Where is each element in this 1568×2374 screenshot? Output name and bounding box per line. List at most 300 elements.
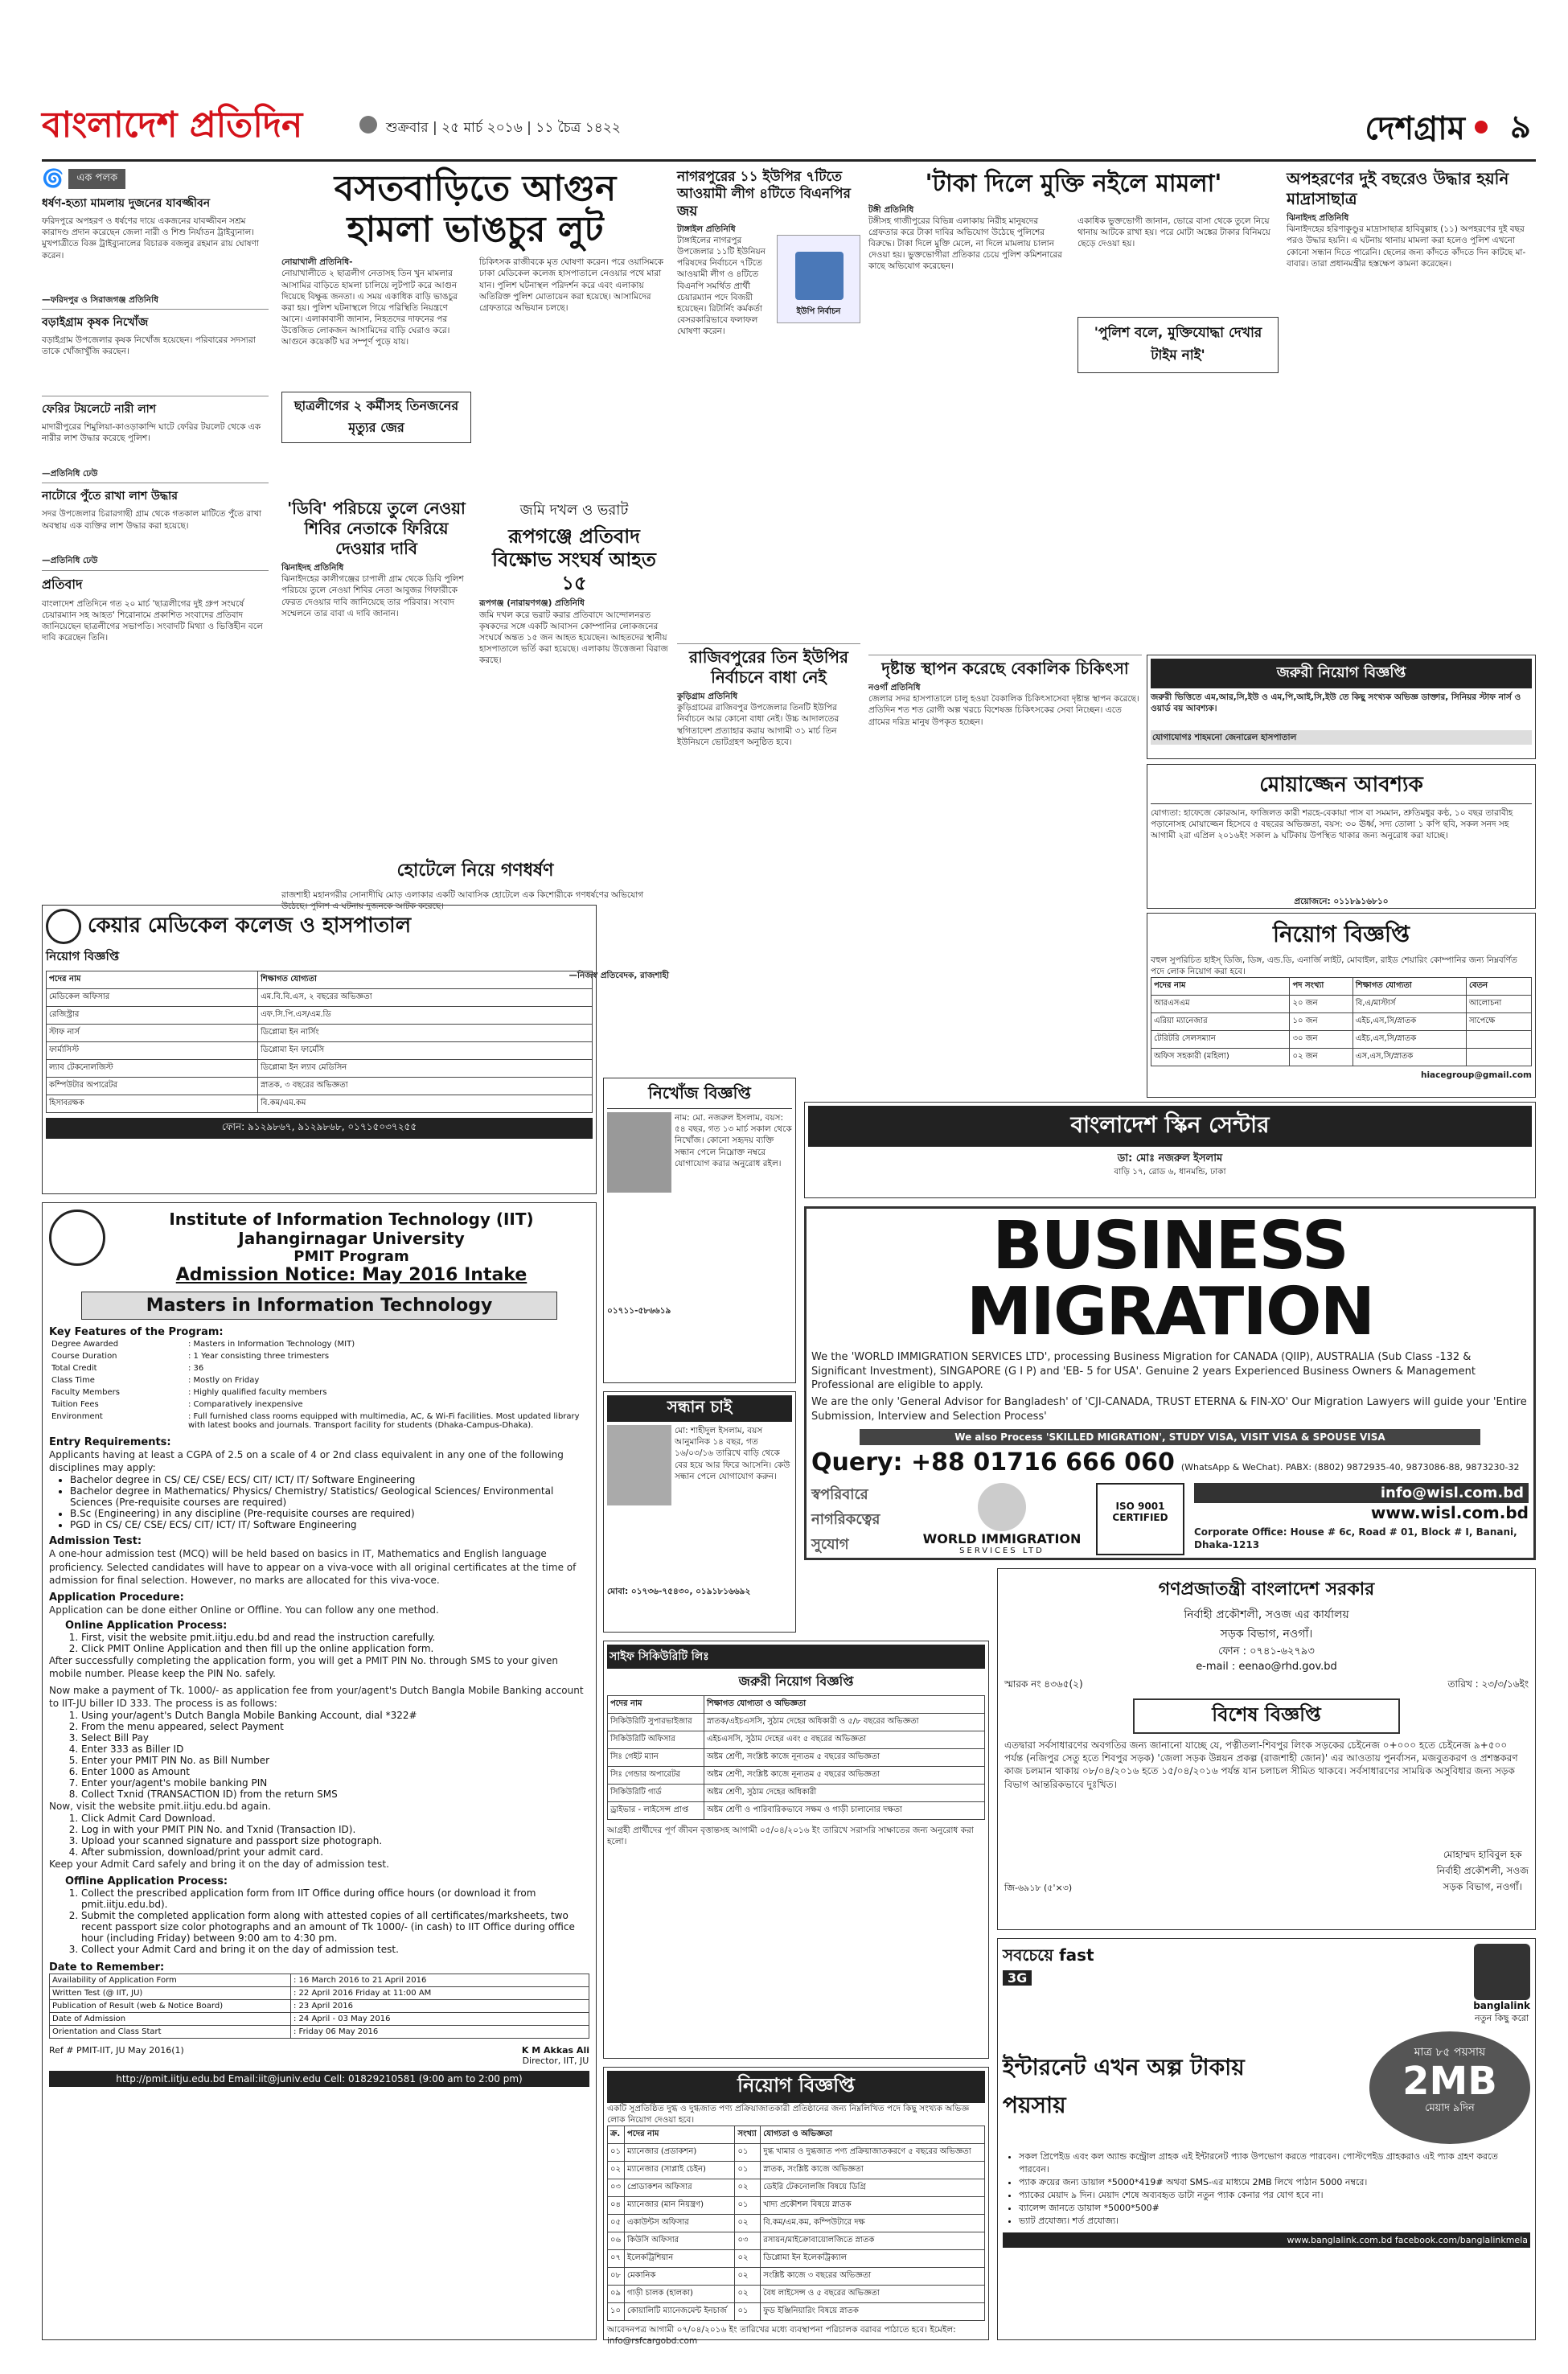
table-row [49, 1411, 589, 1431]
table-row [608, 2162, 985, 2179]
wanted-person-photo [607, 1425, 671, 1505]
ad-body: জরুরী ভিত্তিতে এম,আর,সি,ইউ ও এম,পি,আই,সি,ইউ তে কিছু সংখ্যক অভিজ্ঞ ডাক্তার, সিনিয়র স্টাফ নার্স ও ওয়ার্ড বয় আবশ্যক। [1151, 692, 1521, 714]
table-row [50, 2000, 589, 2013]
ad-slogan: স্বপরিবারে নাগরিকত্বের সুযোগ [811, 1486, 880, 1553]
list-item: • PGD in CS/ CE/ CSE/ ECS/ CIT/ ICT/ IT/ Software Engineering [70, 1519, 589, 1530]
ad-address: বাড়ি ১৭, রোড ৬, ধানমন্ডি, ঢাকা [1114, 1166, 1226, 1177]
table-row [608, 2215, 985, 2232]
cell: বি,এ/মাস্টার্স [1353, 996, 1466, 1013]
table-row [47, 1042, 593, 1060]
ad-intro: একটি সুপ্রতিষ্ঠিত দুগ্ধ ও দুগ্ধজাত পণ্য প্রক্রিয়াজাতকারী প্রতিষ্ঠানের জন্য নিম্নলিখিত পদে কিছু সংখ্যক অভিজ্ঞ লোক নিয়োগ দেওয়া হবে। [607, 2104, 970, 2126]
ad-body: We the 'WORLD IMMIGRATION SERVICES LTD', processing Business Migration for CANADA (QIIP), AUSTRALIA (Sub Class -132 & Significant Investment), SINGAPORE (G I P) and 'EB- 5 for USA'. Genuine 2 years Experienced Business Owners & Management Professional are eligible to apply. [811, 1351, 1476, 1392]
lead-box-headline: ছাত্রলীগের ২ কর্মীসহ তিনজনের মৃত্যুর জের [281, 392, 471, 443]
ad-footer: ফোন: ৯১২৯৮৬৭, ৯১২৯৮৬৮, ০১৭১৫০৩৭২৫৫ [46, 1118, 593, 1139]
ad-title: নিখোঁজ বিজ্ঞপ্তি [607, 1082, 792, 1109]
cell: Total Credit [51, 1364, 97, 1373]
govt-notice-title: বিশেষ বিজ্ঞপ্তি [1133, 1698, 1400, 1734]
govt-sign-name: মোহাম্মদ হাবিবুল হক [1443, 1849, 1522, 1860]
cell: ০৪ [608, 2197, 625, 2215]
cell: Orientation and Class Start [50, 2026, 291, 2039]
ad-footer: আবেদনপত্র আগামী ০৭/০৪/২০১৬ ইং তারিখের মধ্যে ব্যবস্থাপনা পরিচালক বরাবর পাঠাতে হবে। ইমেইল: info@rsfcargobd.com [607, 2325, 956, 2347]
ad-tagline: নতুন কিছু করো [1474, 2013, 1529, 2023]
mid-story [479, 499, 669, 852]
list-item: 6. Enter 1000 as Amount [81, 1766, 589, 1777]
cell: গাড়ী চালক (হালকা) [625, 2286, 735, 2303]
cell: ০২ [735, 2286, 761, 2303]
table-row [50, 1974, 589, 1987]
cell: ১০ [608, 2303, 625, 2321]
list-item: 2. From the menu appeared, select Payment [81, 1721, 589, 1732]
ad-title: BUSINESS MIGRATION [966, 1208, 1374, 1350]
lead-story [281, 169, 669, 491]
ad-doctor: ডা: মোঃ নজরুল ইসলাম [1117, 1152, 1223, 1164]
cell: অফিস সহকারী (মহিলা) [1151, 1049, 1290, 1066]
cell: আরএসএম [1151, 996, 1290, 1013]
lead-headline-2: হামলা ভাঙচুর লুট [347, 208, 604, 250]
news-byline: কুড়িগ্রাম প্রতিনিধি [677, 692, 738, 701]
ad-website[interactable]: www.wisl.com.bd [1370, 1503, 1529, 1522]
cell: ০৬ [608, 2232, 625, 2250]
cell: ৩০ জন [1290, 1031, 1353, 1049]
news-headline: দৃষ্টান্ত স্থাপন করেছে বেকালিক চিকিৎসা [881, 659, 1129, 678]
cell: মেডিকেল অফিসার [47, 989, 258, 1007]
table-row [608, 1714, 985, 1731]
cell: ম্যানেজার (মান নিয়ন্ত্রণ) [625, 2197, 735, 2215]
table-row [49, 1362, 589, 1374]
table-row [1151, 1031, 1532, 1049]
table-row [608, 2250, 985, 2268]
section-heading: Entry Requirements: [49, 1436, 171, 1448]
cell: ০৮ [608, 2268, 625, 2286]
cell: অষ্টম শ্রেণী, সংশ্লিষ্ট কাজে নূন্যতম ৫ বছরের অভিজ্ঞতা [704, 1767, 985, 1785]
ad-logo-text: WORLD IMMIGRATION [922, 1531, 1082, 1546]
cell: Date of Admission [50, 2013, 291, 2026]
table-row [608, 2232, 985, 2250]
ad-dairy-recruitment [603, 2067, 989, 2347]
ad-table [607, 2126, 985, 2321]
news-headline: অপহরণের দুই বছরেও উদ্ধার হয়নি মাদ্রাসাছাত্র [1287, 169, 1509, 208]
iit-university: Jahangirnagar University [238, 1229, 465, 1248]
table-header-row [1151, 978, 1532, 996]
column-one [42, 169, 269, 901]
news-headline: বড়াইগ্রাম কৃষক নিখোঁজ [42, 316, 149, 330]
cell: আলোচনা [1466, 996, 1531, 1013]
section-dot-icon [1475, 121, 1488, 133]
cell: স্নাতক, ৩ বছরের অভিজ্ঞতা [258, 1078, 593, 1095]
govt-body: এতদ্বারা সর্বসাধারণের অবগতির জন্য জানানো যাচ্ছে যে, পত্নীতলা-শিবপুর লিংক সড়কের চেইনেজ ০+০০০ হতে চেইনেজ ৯+৫০০ পর্যন্ত (নজিপুর সেতু হতে শিবপুর সড়ক) 'জেলা সড়ক উন্নয়ন প্রকল্প (রাজশাহী জোন)' এর আওতায় পুনর্বাসন, মজবুতকরণ ও প্রশস্তকরণ কাজ চলমান থাকায় ০৮/০৪/২০১৬ হতে ১৫/০৪/২০১৬ পর্যন্ত যান চলাচল সীমিত থাকবে। সর্বসাধারণের সাময়িক অসুবিধার জন্য সড়ক বিভাগ আন্তরিকভাবে দুঃখিত। [1004, 1739, 1518, 1790]
cell: ০৩ [608, 2179, 625, 2197]
masthead-rule [42, 159, 1536, 162]
column-three [677, 169, 860, 643]
ad-headline: ইন্টারনেট এখন অল্প টাকায় পয়সায় [1003, 2054, 1245, 2118]
ad-footer: যোগাযোগঃ শাহমনো জেনারেল হাসপাতাল [1151, 730, 1532, 745]
ad-body: We are the only 'General Advisor for Bangladesh' of 'CJI-CANADA, TRUST ETERNA & FIN-XO' Our Migration Lawyers will guide your 'Entire Submission, Interview and Selection Process' [811, 1396, 1527, 1423]
cell: : 16 March 2016 to 21 April 2016 [291, 1974, 589, 1987]
cell: এরিয়া ম্যানেজার [1151, 1013, 1290, 1031]
cell: বি.কম/এম.কম [258, 1095, 593, 1113]
cell: : 24 April - 03 May 2016 [291, 2013, 589, 2026]
list-item: • ভ্যাট প্রযোজ্য। শর্ত প্রযোজ্য। [1019, 2215, 1530, 2228]
page-number: ৯ [1510, 109, 1531, 146]
ad-table [1151, 977, 1532, 1066]
iso-badge: ISO 9001 CERTIFIED [1096, 1483, 1184, 1555]
table-row [47, 1025, 593, 1042]
list-item: 3. Collect your Admit Card and bring it on the day of admission test. [81, 1944, 589, 1955]
ad-3g: 3G [1003, 1970, 1032, 1986]
lead-body: নোয়াখালীতে ২ ছাত্রলীগ নেতাসহ তিন খুন মামলার আসামির বাড়িতে হামলা চালিয়ে লুটপাট করে আগুন দিয়েছে বিক্ষুব্ধ জনতা। এ সময় একাধিক বাড়ি ভাঙচুর করা হয়। পুলিশ ঘটনাস্থলে গিয়ে পরিস্থিতি নিয়ন্ত্রণে আনে। এলাকাবাসী জানান, নিহতদের দাফনের পর উত্তেজিত লোকজন আসামিদের বাড়ি ঘেরাও করে। আগুনে কয়েকটি ঘর সম্পূর্ণ পুড়ে যায়। [281, 269, 458, 347]
cell: ২০ জন [1290, 996, 1353, 1013]
govt-title: গণপ্রজাতন্ত্রী বাংলাদেশ সরকার [1158, 1579, 1375, 1600]
cell: Written Test (@ IIT, JU) [50, 1987, 291, 2000]
ad-phone: ০১৭১১-৫৮৬৬১৯ [607, 1306, 671, 1316]
column-five [1287, 169, 1536, 651]
ad-title: কেয়ার মেডিকেল কলেজ ও হাসপাতাল [88, 914, 412, 938]
govt-code: জি-৬৯১৮ (৫'×৩) [1004, 1883, 1073, 1893]
table-row [1151, 1013, 1532, 1031]
cell: ডিপ্লোমা ইন ল্যাব মেডিসিন [258, 1060, 593, 1078]
news-byline: নওগাঁ প্রতিনিধি [868, 683, 921, 692]
cell: : 36 [188, 1364, 204, 1373]
cell [1466, 1049, 1531, 1066]
cell: : Comparatively inexpensive [188, 1400, 303, 1409]
list-item: 1. Using your/agent's Dutch Bangla Mobile Banking Account, dial *322# [81, 1710, 589, 1721]
cell: অষ্টম শ্রেণী, সুঠাম দেহের অধিকারী [704, 1785, 985, 1802]
cell: ডিপ্লোমা ইন নার্সিং [258, 1025, 593, 1042]
table-row [608, 2268, 985, 2286]
news-headline: নাগরপুরের ১১ ইউপির ৭টিতে আওয়ামী লীগ ৪টিতে বিএনপির জয় [677, 169, 851, 220]
col-header: পদের নাম [47, 971, 258, 989]
cell: Course Duration [51, 1352, 117, 1361]
cell: ০১ [735, 2197, 761, 2215]
ballot-box-icon [795, 252, 844, 300]
ballot-box-image [777, 235, 860, 323]
news-headline: 'টাকা দিলে মুক্তি নইলে মামলা' [925, 170, 1222, 198]
news-headline: প্রতিবাদ [42, 576, 83, 592]
missing-person-photo [607, 1112, 671, 1193]
list-item: • প্যাকের মেয়াদ ৯ দিন। মেয়াদ শেষে অব্যবহৃত ডাটা নতুন প্যাক কেনার পর যোগ হবে না। [1019, 2189, 1530, 2202]
section-title: দেশগ্রাম [1365, 109, 1465, 147]
lead-byline: নোয়াখালী প্রতিনিধি- [281, 257, 353, 268]
govt-phone: ফোন : ০৭৪১-৬২৭৯৩ [1218, 1645, 1315, 1657]
table-row [608, 2197, 985, 2215]
ad-title: সন্ধান চাই [607, 1395, 792, 1422]
list-item: 2. Click PMIT Online Application and then fill up the online application form. [81, 1643, 589, 1654]
cell: সিকিউরিটি সুপারভাইজার [608, 1714, 704, 1731]
section-body: Now, visit the website pmit.iitju.edu.bd again. [49, 1800, 271, 1812]
cell: ০২ জন [1290, 1049, 1353, 1066]
cell: : Highly qualified faculty members [188, 1388, 327, 1397]
sub-headline: 'ডিবি' পরিচয়ে তুলে নেওয়া শিবির নেতাকে ফিরিয়ে দেওয়ার দাবি [287, 499, 466, 558]
ad-sales-recruitment [1147, 913, 1536, 1098]
sub-headline: হোটেলে নিয়ে গণধর্ষণ [396, 860, 554, 881]
cell: প্রোডাকশন অফিসার [625, 2179, 735, 2197]
cell: ০৯ [608, 2286, 625, 2303]
list-item: • B.Sc (Engineering) in any discipline (Pre-requisite courses are required) [70, 1508, 589, 1519]
news-byline: —ফরিদপুর ও সিরাজগঞ্জ প্রতিনিধি [42, 295, 158, 305]
cell: মেকানিক [625, 2268, 735, 2286]
column-four-lower [868, 655, 1142, 960]
masthead-dot-icon [359, 116, 377, 133]
cell: ল্যাব টেকনোলজিস্ট [47, 1060, 258, 1078]
cell: কিউসি অফিসার [625, 2232, 735, 2250]
list-item: • ব্যালেন্স জানতে ডায়াল *5000*500# [1019, 2202, 1530, 2215]
ad-pabx: (WhatsApp & WeChat). PABX: (8802) 9872935-40, 9873086-88, 9873230-32 [1180, 1462, 1520, 1472]
cell: : Friday 06 May 2016 [291, 2026, 589, 2039]
cell: স্টাফ নার্স [47, 1025, 258, 1042]
table-row [608, 2303, 985, 2321]
cell: ডেইরি টেকনোলজি বিষয়ে ডিগ্রি [761, 2179, 985, 2197]
ad-muezzin-wanted [1147, 764, 1536, 909]
list-item: • Bachelor degree in CS/ CE/ CSE/ ECS/ CIT/ ICT/ IT/ Software Engineering [70, 1474, 589, 1485]
cell: একাউন্টস অফিসার [625, 2215, 735, 2232]
ad-title: মোয়াজ্জেন আবশ্যক [1151, 768, 1532, 804]
list-item: 7. Enter your/agent's mobile banking PIN [81, 1777, 589, 1789]
col-header: শিক্ষাগত যোগ্যতা ও অভিজ্ঞতা [704, 1696, 985, 1714]
news-body: টাঙ্গাইলের নাগরপুর উপজেলার ১১টি ইউনিয়ন পরিষদের নির্বাচনে ৭টিতে আওয়ামী লীগ ও ৪টিতে বিএনপি সমর্থিত প্রার্থী চেয়ারম্যান পদে বিজয়ী হয়েছেন। রিটার্নিং কর্মকর্তা বেসরকারিভাবে ফলাফল ঘোষণা করেন। [677, 235, 766, 337]
news-headline: রাজিবপুরের তিন ইউপির নির্বাচনে বাধা নেই [688, 647, 849, 687]
sub-body: ঝিনাইদহের কালীগঞ্জের চাপালী গ্রাম থেকে ডিবি পুলিশ পরিচয়ে তুলে নেওয়া শিবির নেতা আবুজর গিফারীকে ফেরত দেওয়ার দাবি জানিয়েছে তার পরিবার। সংবাদ সম্মেলনে তার বাবা এ দাবি জানান। [281, 574, 464, 618]
col-header: যোগ্যতা ও অভিজ্ঞতা [761, 2126, 985, 2144]
sub-byline: —নিজস্ব প্রতিবেদক, রাজশাহী [569, 971, 669, 980]
list-item: 4. Enter 333 as Biller ID [81, 1744, 589, 1755]
col-header: শিক্ষাগত যোগ্যতা [1353, 978, 1466, 996]
section-heading: Admission Test: [49, 1535, 142, 1548]
cell: ফুড ইঞ্জিনিয়ারিং বিষয়ে স্নাতক [761, 2303, 985, 2321]
cell: : Mostly on Friday [188, 1376, 260, 1385]
hospital-logo-icon [46, 909, 81, 944]
list-item: 1. First, visit the website pmit.iitju.edu.bd and read the instruction carefully. [81, 1632, 589, 1643]
banglalink-logo-icon [1474, 1944, 1530, 2000]
news-headline: ধর্ষণ-হত্যা মামলায় দুজনের যাবজ্জীবন [42, 197, 211, 210]
news-body: বাংলাদেশ প্রতিদিনে গত ২০ মার্চ 'ছাত্রলীগের দুই গ্রুপ সংঘর্ষে চেয়ারম্যান সহ আহত' শিরোনামে প্রকাশিত সংবাদের প্রতিবাদ জানিয়েছেন ছাত্রলীগের সভাপতি। সংবাদটি মিথ্যা ও ভিত্তিহীন বলে দাবি করেছেন তিনি। [42, 598, 263, 643]
cell: Environment [51, 1412, 103, 1421]
ad-phone: মোবা: ০১৭৩৬-৭৫৪৩০, ০১৯১৮১৬৬৯২ [607, 1587, 751, 1596]
lead-headline-1: বসতবাড়িতে আগুন [334, 168, 617, 209]
iit-program: PMIT Program [293, 1248, 409, 1265]
university-logo-icon [49, 1210, 105, 1266]
ad-urgent-recruitment [1147, 655, 1536, 759]
col-header: পদের নাম [608, 1696, 704, 1714]
news-body: বড়াইগ্রাম উপজেলার কৃষক নিখোঁজ হয়েছেন। পরিবারের সদস্যরা তাকে খোঁজাখুঁজি করছেন। [42, 335, 256, 357]
cell: Degree Awarded [51, 1340, 119, 1349]
table-row [1151, 996, 1532, 1013]
ad-query[interactable]: Query: +88 01716 666 060 [811, 1448, 1175, 1477]
cell: : 23 April 2016 [291, 2000, 589, 2013]
cell: : Full furnished class rooms equipped with multimedia, AC, & Wi-Fi facilities. Most updated library with latest books and journals. Transport facility for students (Dhaka-Campus-Dhaka). [188, 1412, 580, 1430]
cell: ডিপ্লোমা ইন ফার্মেসি [258, 1042, 593, 1060]
column-four [868, 169, 1279, 651]
ad-also: We also Process 'SKILLED MIGRATION', STUDY VISA, VISIT VISA & SPOUSE VISA [860, 1429, 1480, 1445]
table-row [608, 2144, 985, 2162]
news-body: সদর উপজেলার চিরারগাছী গ্রাম থেকে গতকাল মাটিতে পুঁতে রাখা অবস্থায় এক ব্যক্তির লাশ উদ্ধার করা হয়েছে। [42, 509, 262, 531]
pull-quote: 'পুলিশ বলে, মুক্তিযোদ্ধা দেখার টাইম নাই' [1077, 317, 1279, 373]
section-body: Application can be done either Online or Offline. You can follow any one method. [49, 1604, 439, 1616]
section-heading: Key Features of the Program: [49, 1326, 224, 1338]
list-item: 1. Click Admit Card Download. [81, 1813, 589, 1824]
cell: সিঃ গেন্ডার অপারেটর [608, 1767, 704, 1785]
section-body: Now make a payment of Tk. 1000/- as application fee from your/agent's Dutch Bangla Mobile Banking account to IIT-JU biller ID 333. The process is as follows: [49, 1684, 584, 1709]
list-item: 2. Log in with your PMIT PIN No. and Txnid (Transaction ID). [81, 1824, 589, 1835]
table-row [608, 2286, 985, 2303]
ad-email[interactable]: info@wisl.com.bd [1194, 1483, 1529, 1503]
news-headline: ফেরির টয়লেটে নারী লাশ [42, 403, 157, 417]
iit-sign-title: Director, IIT, JU [522, 2056, 589, 2067]
masthead [42, 90, 1536, 170]
iit-notice: Admission Notice: May 2016 Intake [175, 1265, 527, 1285]
col-header: পদ সংখ্যা [1290, 978, 1353, 996]
cell [1466, 1031, 1531, 1049]
news-byline: টাঙ্গাইল প্রতিনিধি [677, 224, 736, 234]
cell: : Masters in Information Technology (MIT) [188, 1340, 355, 1349]
cell: স্নাতক/এইচএসসি, সুঠাম দেহের অধিকারী ও ৫/৮ বছরের অভিজ্ঞতা [704, 1714, 985, 1731]
section-heading: Date to Remember: [49, 1961, 165, 1974]
cell: সংশ্লিষ্ট কাজে ৩ বছরের অভিজ্ঞতা [761, 2268, 985, 2286]
cell: ০২ [735, 2268, 761, 2286]
cell: দুগ্ধ খামার ও দুগ্ধজাত পণ্য প্রক্রিয়াজাতকরণে ৫ বছরের অভিজ্ঞতা [761, 2144, 985, 2162]
table-row [50, 2013, 589, 2026]
ad-validity: মেয়াদ ৯দিন [1425, 2102, 1475, 2114]
ad-body: নাম: মো. নজরুল ইসলাম, বয়স: ৫৪ বছর, গত ১৩ মার্চ সকাল থেকে নিখোঁজ। কোনো সহৃদয় ব্যক্তি সন্ধান পেলে নিম্নোক্ত নম্বরে যোগাযোগ করার অনুরোধ রইল। [675, 1113, 792, 1169]
table-row [608, 1731, 985, 1749]
cell: : 1 Year consisting three trimesters [188, 1352, 330, 1361]
table-row [47, 1060, 593, 1078]
cell: ০১ [735, 2162, 761, 2179]
table-row [608, 2179, 985, 2197]
table-row [608, 1749, 985, 1767]
list-item: 1. Collect the prescribed application form from IIT Office during office hours (or download it from pmit.iitju.edu.bd). [81, 1887, 589, 1910]
ad-intro: বহুল সুপরিচিত হাইস্ ডিজি, ডিঙ্গ, এন্ড.ডি, এনার্জি লাইট, মোবাইল, রাইড শেয়ারিং কোম্পানির জন্য নিম্নবর্ণিত পদে লোক নিয়োগ করা হবে। [1151, 955, 1517, 977]
col-header: ক্র. [608, 2126, 625, 2144]
list-item: • সকল প্রিপেইড এবং কল অ্যান্ড কন্ট্রোল গ্রাহক এই ইন্টারনেট প্যাক উপভোগ করতে পারবেন। পোস্টপেইড গ্রাহকরাও এই প্যাক গ্রহণ করতে পারবেন। [1019, 2150, 1530, 2176]
ad-title: নিয়োগ বিজ্ঞপ্তি [607, 2071, 985, 2103]
cell: খাদ্য প্রকৌশল বিষয়ে স্নাতক [761, 2197, 985, 2215]
govt-email: e-mail : eenao@rhd.gov.bd [1196, 1661, 1337, 1673]
news-body: ঝিনাইদহের হরিণাকুণ্ডুর মাদ্রাসাছাত্র হাবিবুল্লাহ (১১) অপহরণের দুই বছর পরও উদ্ধার হয়নি। এ ঘটনায় থানায় মামলা করা হলেও পুলিশ এখনো কোনো সন্ধান দিতে পারেনি। ছেলের জন্য কাঁদতে কাঁদতে দিন কাটছে মা-বাবার। তারা প্রধানমন্ত্রীর হস্তক্ষেপ কামনা করেছেন। [1287, 224, 1526, 269]
cell: সিকিউরিটি অফিসার [608, 1731, 704, 1749]
cell: ম্যানেজার (সাপ্লাই চেইন) [625, 2162, 735, 2179]
cell: ইলেকট্রিশিয়ান [625, 2250, 735, 2268]
ad-skin-center [804, 1102, 1536, 1198]
section-heading: Offline Application Process: [65, 1875, 228, 1888]
mid-kicker: জমি দখল ও ভরাট [519, 502, 629, 519]
ad-table [607, 1695, 985, 1820]
iit-ref: Ref # PMIT-IIT, JU May 2016(1) [49, 2045, 184, 2056]
ad-body: যোগ্যতা: হাফেজে কোরআন, ফাজিলত কারী শরহে-বেকায়া পাস বা সমমান, শ্রুতিমধুর কণ্ঠ, ১০ বছর তারাবীহ পড়ানোসহ মোয়াজ্জেন হিসেবে ৫ বছরের অভিজ্ঞতা, বয়স: ৩০ ঊর্ধ্ব, সদ্য তোলা ১ কপি ছবি, সকল সনদ সহ আগামী ২রা এপ্রিল ২০১৬ইং সকাল ৯ ঘটিকায় উপস্থিত থাকার জন্য অনুরোধ করা যাচ্ছে। [1151, 808, 1513, 841]
ad-iit-admission [42, 1202, 597, 2340]
cell: ফার্মাসিস্ট [47, 1042, 258, 1060]
col-header: পদের নাম [1151, 978, 1290, 996]
cell: ০২ [735, 2215, 761, 2232]
dates-table [49, 1974, 589, 2039]
ad-security-recruitment [603, 1641, 989, 2059]
cell: অষ্টম শ্রেণী, সংশ্লিষ্ট কাজে নূন্যতম ৫ বছরের অভিজ্ঞতা [704, 1749, 985, 1767]
cell: ০২ [735, 2179, 761, 2197]
iit-title: Institute of Information Technology (IIT) [169, 1210, 534, 1229]
ad-brand: banglalink [1473, 2000, 1530, 2011]
ad-email[interactable]: hiacegroup@gmail.com [1420, 1070, 1532, 1080]
ad-footer: প্রয়োজনে: ০১১৮৯১৬৮১০ [1294, 897, 1389, 906]
table-row [50, 2026, 589, 2039]
lead-body-continued: চিকিৎসক রাজীবকে মৃত ঘোষণা করেন। পরে ওয়াসিমকে ঢাকা মেডিকেল কলেজ হাসপাতালে নেওয়ার পথে মারা যান। পুলিশ ঘটনাস্থল পরিদর্শন করে এবং এলাকায় অতিরিক্ত পুলিশ মোতায়েন করা হয়েছে। আসামিদের গ্রেফতারে অভিযান চলছে। [479, 257, 664, 313]
cell: ০৭ [608, 2250, 625, 2268]
news-byline: —প্রতিনিধি ঢেউ [42, 469, 98, 479]
ad-mb: 2MB [1402, 2059, 1497, 2104]
cell: Tuition Fees [51, 1400, 99, 1409]
ad-subtitle: নিয়োগ বিজ্ঞপ্তি [46, 949, 120, 963]
ad-title: জরুরী নিয়োগ বিজ্ঞপ্তি [1151, 659, 1532, 688]
cell: এইচ,এস,সি/স্নাতক [1353, 1013, 1466, 1031]
table-header-row [47, 971, 593, 989]
cell: Availability of Application Form [50, 1974, 291, 1987]
section-body: Applicants having at least a CGPA of 2.5 on a scale of 4 or 2nd class equivalent in any one of the following disciplines may apply: [49, 1449, 564, 1474]
table-row [49, 1399, 589, 1411]
ad-missing-person [603, 1078, 796, 1383]
ad-care-medical [42, 905, 597, 1194]
globe-logo-icon [978, 1483, 1026, 1531]
cell: এইচএসসি, সুঠাম দেহের এবং ৫ বছরের অভিজ্ঞতা [704, 1731, 985, 1749]
cell: এম.বি.বি.এস, ২ বছরের অভিজ্ঞতা [258, 989, 593, 1007]
cell: কোয়ালিটি ম্যানেজমেন্ট ইনচার্জ [625, 2303, 735, 2321]
cell: অষ্টম শ্রেণী ও পারিবারিকভাবে সক্ষম ও গাড়ী চালানোর দক্ষতা [704, 1802, 985, 1820]
cell: ম্যানেজার (প্রডাকশন) [625, 2144, 735, 2162]
iit-sign-name: K M Akkas Ali [521, 2045, 589, 2056]
cell: এফ.সি.পি.এস/এম.ডি [258, 1007, 593, 1025]
ad-table [46, 971, 593, 1113]
features-table [49, 1338, 589, 1431]
govt-date: তারিখ : ২৩/৩/১৬ইং [1447, 1678, 1529, 1690]
cell: : 22 April 2016 Friday at 11:00 AM [291, 1987, 589, 2000]
cell: টেরিটরি সেলসম্যান [1151, 1031, 1290, 1049]
col-header: সংখ্যা [735, 2126, 761, 2144]
list-item: 3. Upload your scanned signature and passport size photograph. [81, 1835, 589, 1846]
ad-footer[interactable]: www.banglalink.com.bd facebook.com/banglalinkmela [1003, 2232, 1530, 2248]
news-body: জেলার সদর হাসপাতালে চালু হওয়া বৈকালিক চিকিৎসাসেবা দৃষ্টান্ত স্থাপন করেছে। প্রতিদিন শত শত রোগী অল্প খরচে বিশেষজ্ঞ চিকিৎসকের সেবা নিচ্ছেন। এতে গ্রামের দরিদ্র মানুষ উপকৃত হচ্ছেন। [868, 694, 1139, 727]
ad-price: মাত্র ৮৫ পয়সায় [1414, 2046, 1486, 2059]
list-item: 4. After submission, download/print your admit card. [81, 1846, 589, 1858]
cell: ০১ [735, 2303, 761, 2321]
govt-ref: স্মারক নং ৪৩৬৫(২) [1004, 1678, 1083, 1690]
list-item: • Bachelor degree in Mathematics/ Physics/ Chemistry/ Statistics/ Geological Sciences/ Environmental Sciences (Pre-requisite courses are required) [70, 1485, 589, 1508]
cell: স্নাতক, সংশ্লিষ্ট কাজে অভিজ্ঞতা [761, 2162, 985, 2179]
list-item: 8. Collect Txnid (TRANSACTION ID) from the return SMS [81, 1789, 589, 1800]
table-row [47, 1095, 593, 1113]
masthead-date: শুক্রবার | ২৫ মার্চ ২০১৬ | ১১ চৈত্র ১৪২২ [386, 120, 621, 136]
list-item: • প্যাক ক্রয়ের জন্য ডায়াল *5000*419# অথবা SMS-এর মাধ্যমে 2MB লিখে পাঠান 5000 নম্বরে। [1019, 2176, 1530, 2189]
ad-title: বাংলাদেশ স্কিন সেন্টার [808, 1106, 1532, 1147]
table-row [47, 1007, 593, 1025]
iit-footer: http://pmit.iitju.edu.bd Email:iit@juniv.edu Cell: 01829210581 (9:00 am to 2:00 pm) [49, 2071, 589, 2087]
table-row [1151, 1049, 1532, 1066]
ad-company: সাইফ সিকিউরিটি লিঃ [607, 1645, 985, 1669]
mid-byline: রূপগঞ্জ (নারায়ণগঞ্জ) প্রতিনিধি [479, 598, 585, 609]
table-row [608, 1767, 985, 1785]
column-three-lower [677, 643, 860, 1013]
cell: সিঃ গেইট ম্যান [608, 1749, 704, 1767]
sub-byline: ঝিনাইদহ প্রতিনিধি [281, 563, 344, 573]
table-header-row [608, 1696, 985, 1714]
cell: ০২ [608, 2162, 625, 2179]
ad-footer: আগ্রহী প্রার্থীদের পূর্ণ জীবন বৃত্তান্তসহ আগামী ০৫/০৪/২০১৬ ইং তারিখে সরাসরি সাক্ষাতের জন্য অনুরোধ করা হলো। [607, 1826, 974, 1847]
cell: বৈধ লাইসেন্স ও ৫ বছরের অভিজ্ঞতা [761, 2286, 985, 2303]
cell: সিকিউরিটি গার্ড [608, 1785, 704, 1802]
cell: ০২ [735, 2250, 761, 2268]
govt-sign-office: সড়ক বিভাগ, নওগাঁ। [1443, 1881, 1522, 1892]
ad-search-person [603, 1391, 796, 1633]
mid-headline: রূপগঞ্জে প্রতিবাদ বিক্ষোভ সংঘর্ষ আহত ১৫ [492, 525, 656, 594]
ad-business-migration [804, 1206, 1536, 1560]
ek-palok-label: এক পলক [68, 169, 125, 189]
cell: Faculty Members [51, 1388, 120, 1397]
